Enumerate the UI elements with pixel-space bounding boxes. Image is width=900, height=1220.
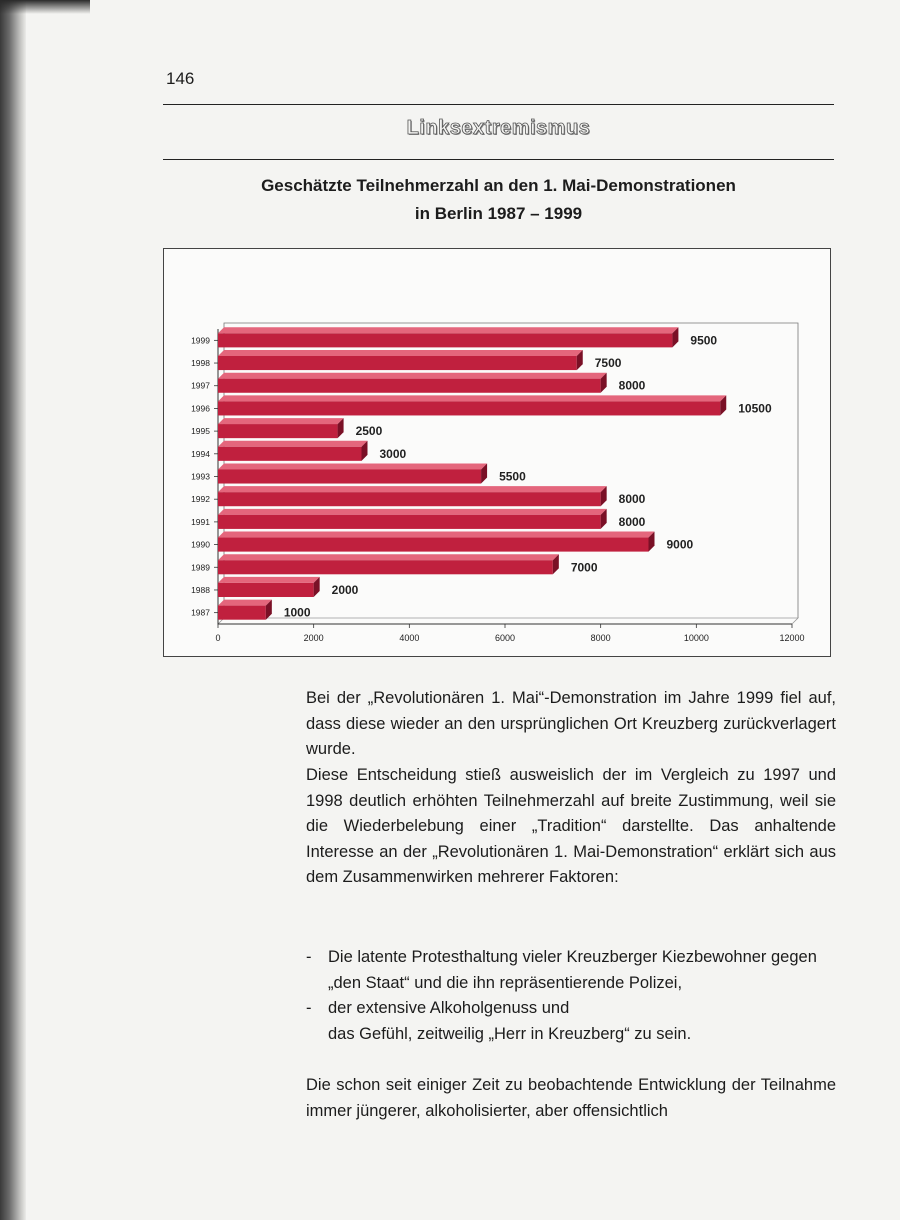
chart-frame — [163, 248, 831, 657]
factor-list — [306, 945, 836, 1047]
book-binding-shadow — [0, 0, 26, 1220]
data-label: 7500 — [594, 356, 622, 371]
y-tick-label: 1989 — [191, 562, 210, 573]
x-tick-label: 6000 — [494, 633, 516, 643]
bar-top — [218, 418, 344, 424]
data-label: 8000 — [618, 492, 646, 507]
list-item-text: Die latente Protesthaltung vieler Kreuzberger Kiezbewohner gegen „den Staat“ und die ihn repräsentierende Polizei, — [328, 948, 817, 992]
y-tick-label: 1987 — [191, 607, 210, 618]
y-tick-label: 1990 — [191, 539, 210, 550]
bar — [218, 538, 649, 552]
list-item — [306, 996, 836, 1022]
bar — [218, 401, 720, 415]
bar — [218, 515, 601, 529]
page-corner-shadow — [0, 0, 90, 14]
data-label: 9500 — [690, 333, 718, 348]
list-item — [306, 945, 836, 996]
y-tick-label: 1999 — [191, 335, 210, 346]
x-tick-label: 10000 — [683, 633, 709, 643]
paragraph-3: Die schon seit einiger Zeit zu beobachtende Entwicklung der Teilnahme immer jüngerer, alkoholisierter, aber offensichtlich — [306, 1076, 836, 1120]
x-tick-label: 12000 — [779, 633, 805, 643]
paragraph-2: Diese Entscheidung stieß ausweislich der im Vergleich zu 1997 und 1998 deutlich erhöhten Teilnehmerzahl auf breite Zustimmung, weil sie die Wiederbelebung einer „Tradition“ darstellte. Das anhaltende Interesse an der „Revolutionären 1. Mai-Demonstration“ erklärt sich aus dem Zusammenwirken mehrerer Faktoren: — [306, 766, 836, 887]
bar-top — [218, 373, 607, 379]
bar — [218, 447, 362, 461]
chart-title-line-1: Geschätzte Teilnehmerzahl an den 1. Mai-Demonstrationen — [261, 176, 736, 195]
bar-top — [218, 486, 607, 492]
data-label: 5500 — [499, 469, 526, 484]
bar-top — [218, 600, 272, 606]
bar-top — [218, 395, 726, 401]
bar-top — [218, 441, 368, 447]
list-item-text: der extensive Alkoholgenuss und — [328, 999, 570, 1018]
x-tick-label: 4000 — [399, 633, 420, 643]
paragraph-1: Bei der „Revolutionären 1. Mai“-Demonstration im Jahre 1999 fiel auf, dass diese wieder an den ursprünglichen Ort Kreuzberg zurückverlagert wurde. — [306, 689, 836, 759]
chart-title-line-2: in Berlin 1987 – 1999 — [414, 204, 583, 223]
bar — [218, 492, 601, 506]
y-tick-label: 1994 — [191, 448, 210, 459]
bar-top — [218, 350, 583, 356]
data-label: 1000 — [283, 605, 311, 620]
data-label: 7000 — [570, 560, 598, 575]
bar — [218, 560, 553, 574]
list-item-text: das Gefühl, zeitweilig „Herr in Kreuzberg“ zu sein. — [328, 1024, 692, 1043]
data-label: 8000 — [618, 378, 646, 393]
y-tick-label: 1998 — [191, 358, 210, 369]
bar — [218, 424, 338, 438]
bar-top — [218, 554, 559, 560]
data-label: 2500 — [355, 424, 383, 439]
list-item — [306, 1022, 836, 1048]
page-number: 146 — [166, 69, 195, 88]
y-tick-label: 1992 — [191, 494, 210, 505]
bar-top — [218, 327, 678, 333]
list-dash: - — [306, 948, 312, 966]
bar — [218, 606, 266, 620]
bar — [218, 356, 577, 370]
header-rule-bottom — [163, 159, 834, 160]
bar-top — [218, 509, 607, 515]
y-tick-label: 1997 — [191, 380, 210, 391]
data-label: 9000 — [666, 537, 694, 552]
x-tick-label: 0 — [215, 633, 221, 643]
y-tick-label: 1995 — [191, 426, 210, 437]
x-tick-label: 2000 — [303, 633, 324, 643]
y-tick-label: 1996 — [191, 403, 210, 414]
header-rule-top — [163, 104, 834, 105]
y-tick-label: 1993 — [191, 471, 210, 482]
data-label: 2000 — [331, 582, 359, 597]
bar-chart — [164, 249, 830, 656]
list-dash: - — [306, 999, 312, 1018]
data-label: 3000 — [379, 446, 407, 461]
section-heading: Linksextremismus — [406, 117, 591, 139]
bar — [218, 379, 601, 393]
bar-top — [218, 577, 320, 583]
bar-top — [218, 463, 487, 469]
bar — [218, 583, 314, 597]
data-label: 10500 — [738, 401, 772, 416]
y-tick-label: 1991 — [191, 516, 210, 527]
data-label: 8000 — [618, 514, 646, 529]
bar — [218, 469, 481, 483]
bar — [218, 333, 672, 347]
x-tick-label: 8000 — [590, 633, 611, 643]
y-tick-label: 1988 — [191, 584, 210, 595]
bar-top — [218, 532, 655, 538]
